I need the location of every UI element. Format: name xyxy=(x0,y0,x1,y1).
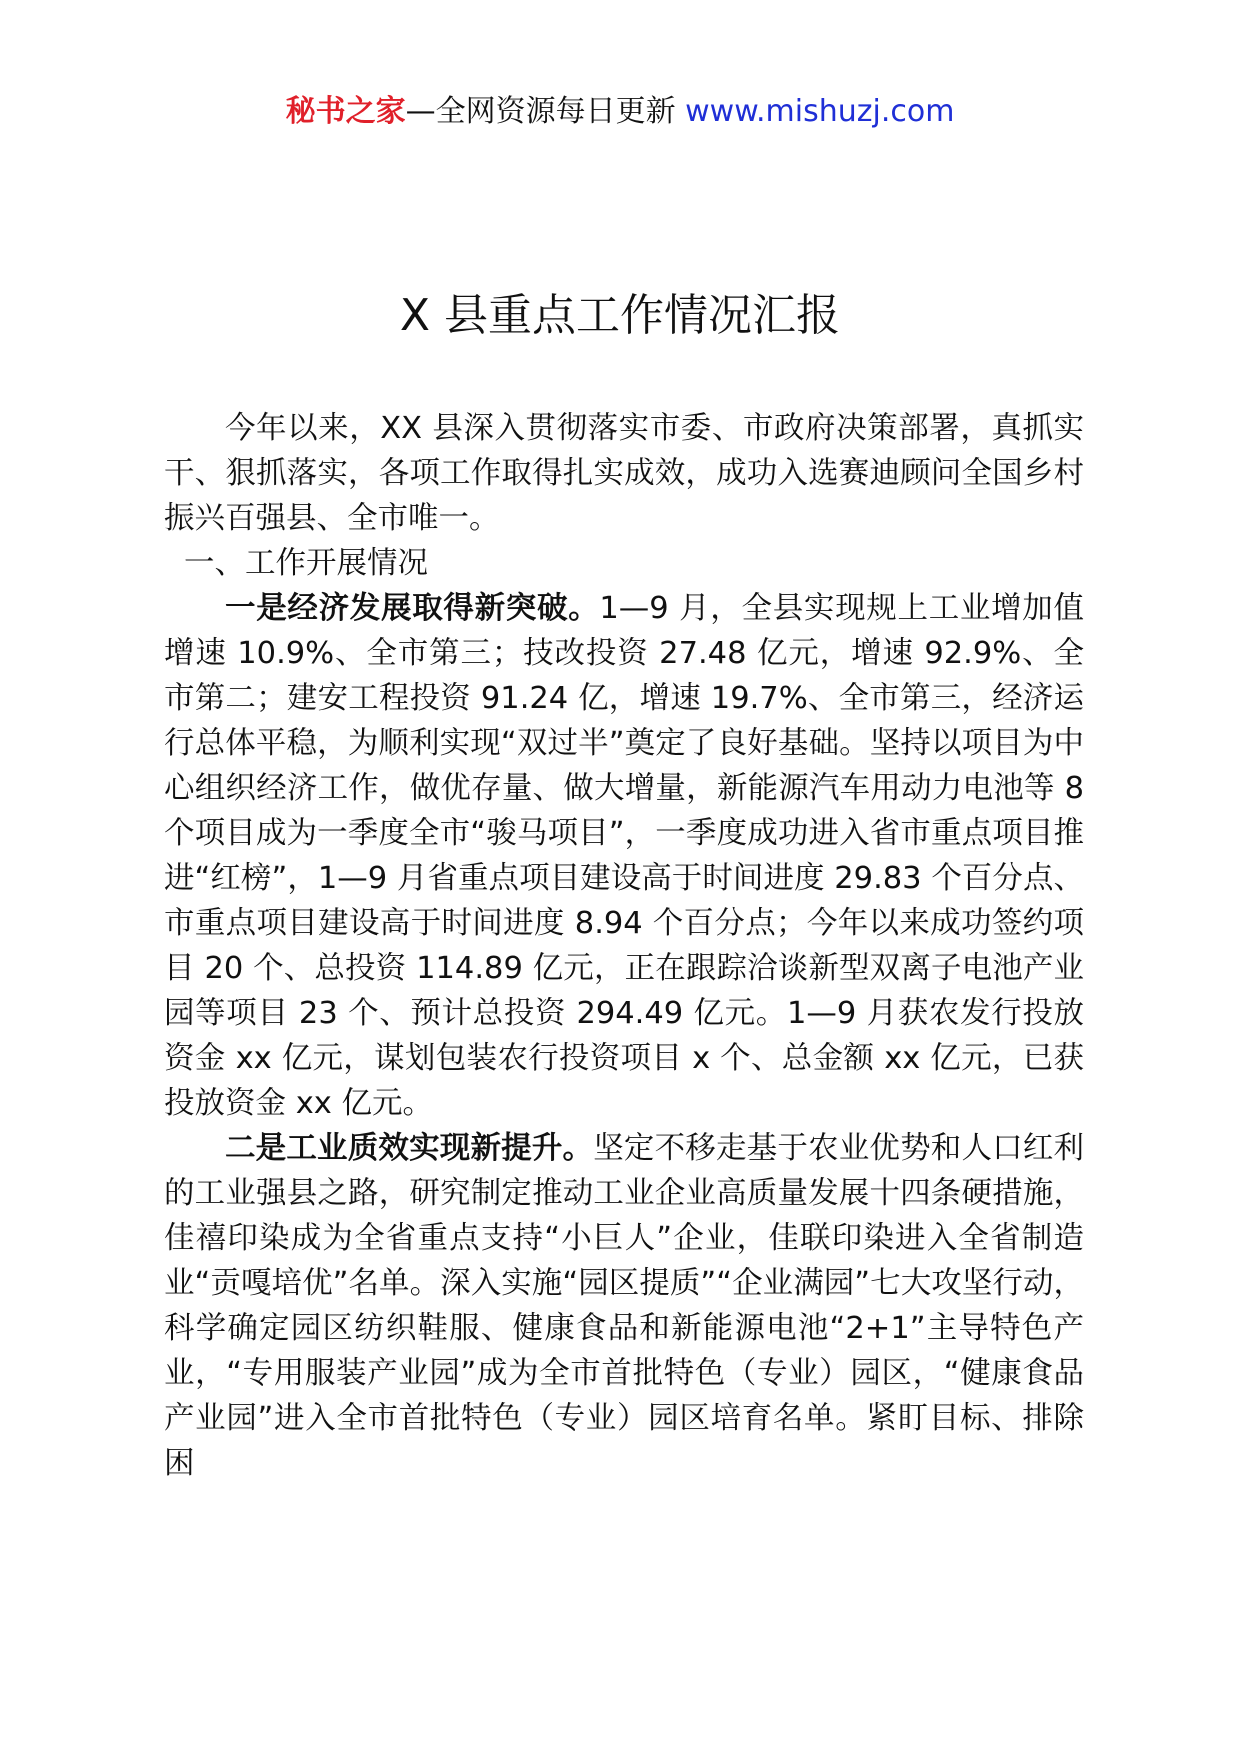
site-url-link[interactable]: www.mishuzj.com xyxy=(685,94,955,129)
section-heading: 一、工作开展情况 xyxy=(184,546,428,581)
paragraph-industry xyxy=(164,1126,1084,1486)
paragraph-lead: 一是经济发展取得新突破。 xyxy=(225,591,600,626)
document-title: X 县重点工作情况汇报 xyxy=(399,290,841,341)
paragraph-text: 坚定不移走基于农业优势和人口红利的工业强县之路，研究制定推动工业企业高质量发展十四条硬措施，佳禧印染成为全省重点支持“小巨人”企业，佳联印染进入全省制造业“贡嘎培优”名单。深入实施“园区提质”“企业满园”七大攻坚行动，科学确定园区纺织鞋服、健康食品和新能源电池“2+1”主导特色产业，“专用服装产业园”成为全市首批特色（专业）园区，“健康食品产业园”进入全市首批特色（专业）园区培育名单。紧盯目标、排除困 xyxy=(164,1131,1085,1481)
intro-paragraph: 今年以来，XX 县深入贯彻落实市委、市政府决策部署，真抓实干、狠抓落实，各项工作取得扎实成效，成功入选赛迪顾问全国乡村振兴百强县、全市唯一。 xyxy=(164,411,1084,536)
document-body xyxy=(164,406,1084,1486)
site-brand: 秘书之家 xyxy=(285,94,406,129)
site-tagline: —全网资源每日更新 xyxy=(405,94,686,129)
paragraph-text: 1—9 月，全县实现规上工业增加值增速 10.9%、全市第三；技改投资 27.48 亿元，增速 92.9%、全市第二；建安工程投资 91.24 亿，增速 19.7%、全市第三，经济运行总体平稳，为顺利实现“双过半”奠定了良好基础。坚持以项目为中心组织经济工作，做优存量、做大增量，新能源汽车用动力电池等 8 个项目成为一季度全市“骏马项目”，一季度成功进入省市重点项目推进“红榜”，1—9 月省重点项目建设高于时间进度 29.83 个百分点、市重点项目建设高于时间进度 8.94 个百分点；今年以来成功签约项目 20 个、总投资 114.89 亿元，正在跟踪洽谈新型双离子电池产业园等项目 23 个、预计总投资 294.49 亿元。1—9 月获农发行投放资金 xx 亿元，谋划包装农行投资项目 x 个、总金额 xx 亿元，已获投放资金 xx 亿元。 xyxy=(164,591,1085,1121)
site-header xyxy=(0,92,1240,132)
paragraph-economy xyxy=(164,586,1084,1126)
paragraph-lead: 二是工业质效实现新提升。 xyxy=(225,1131,594,1166)
